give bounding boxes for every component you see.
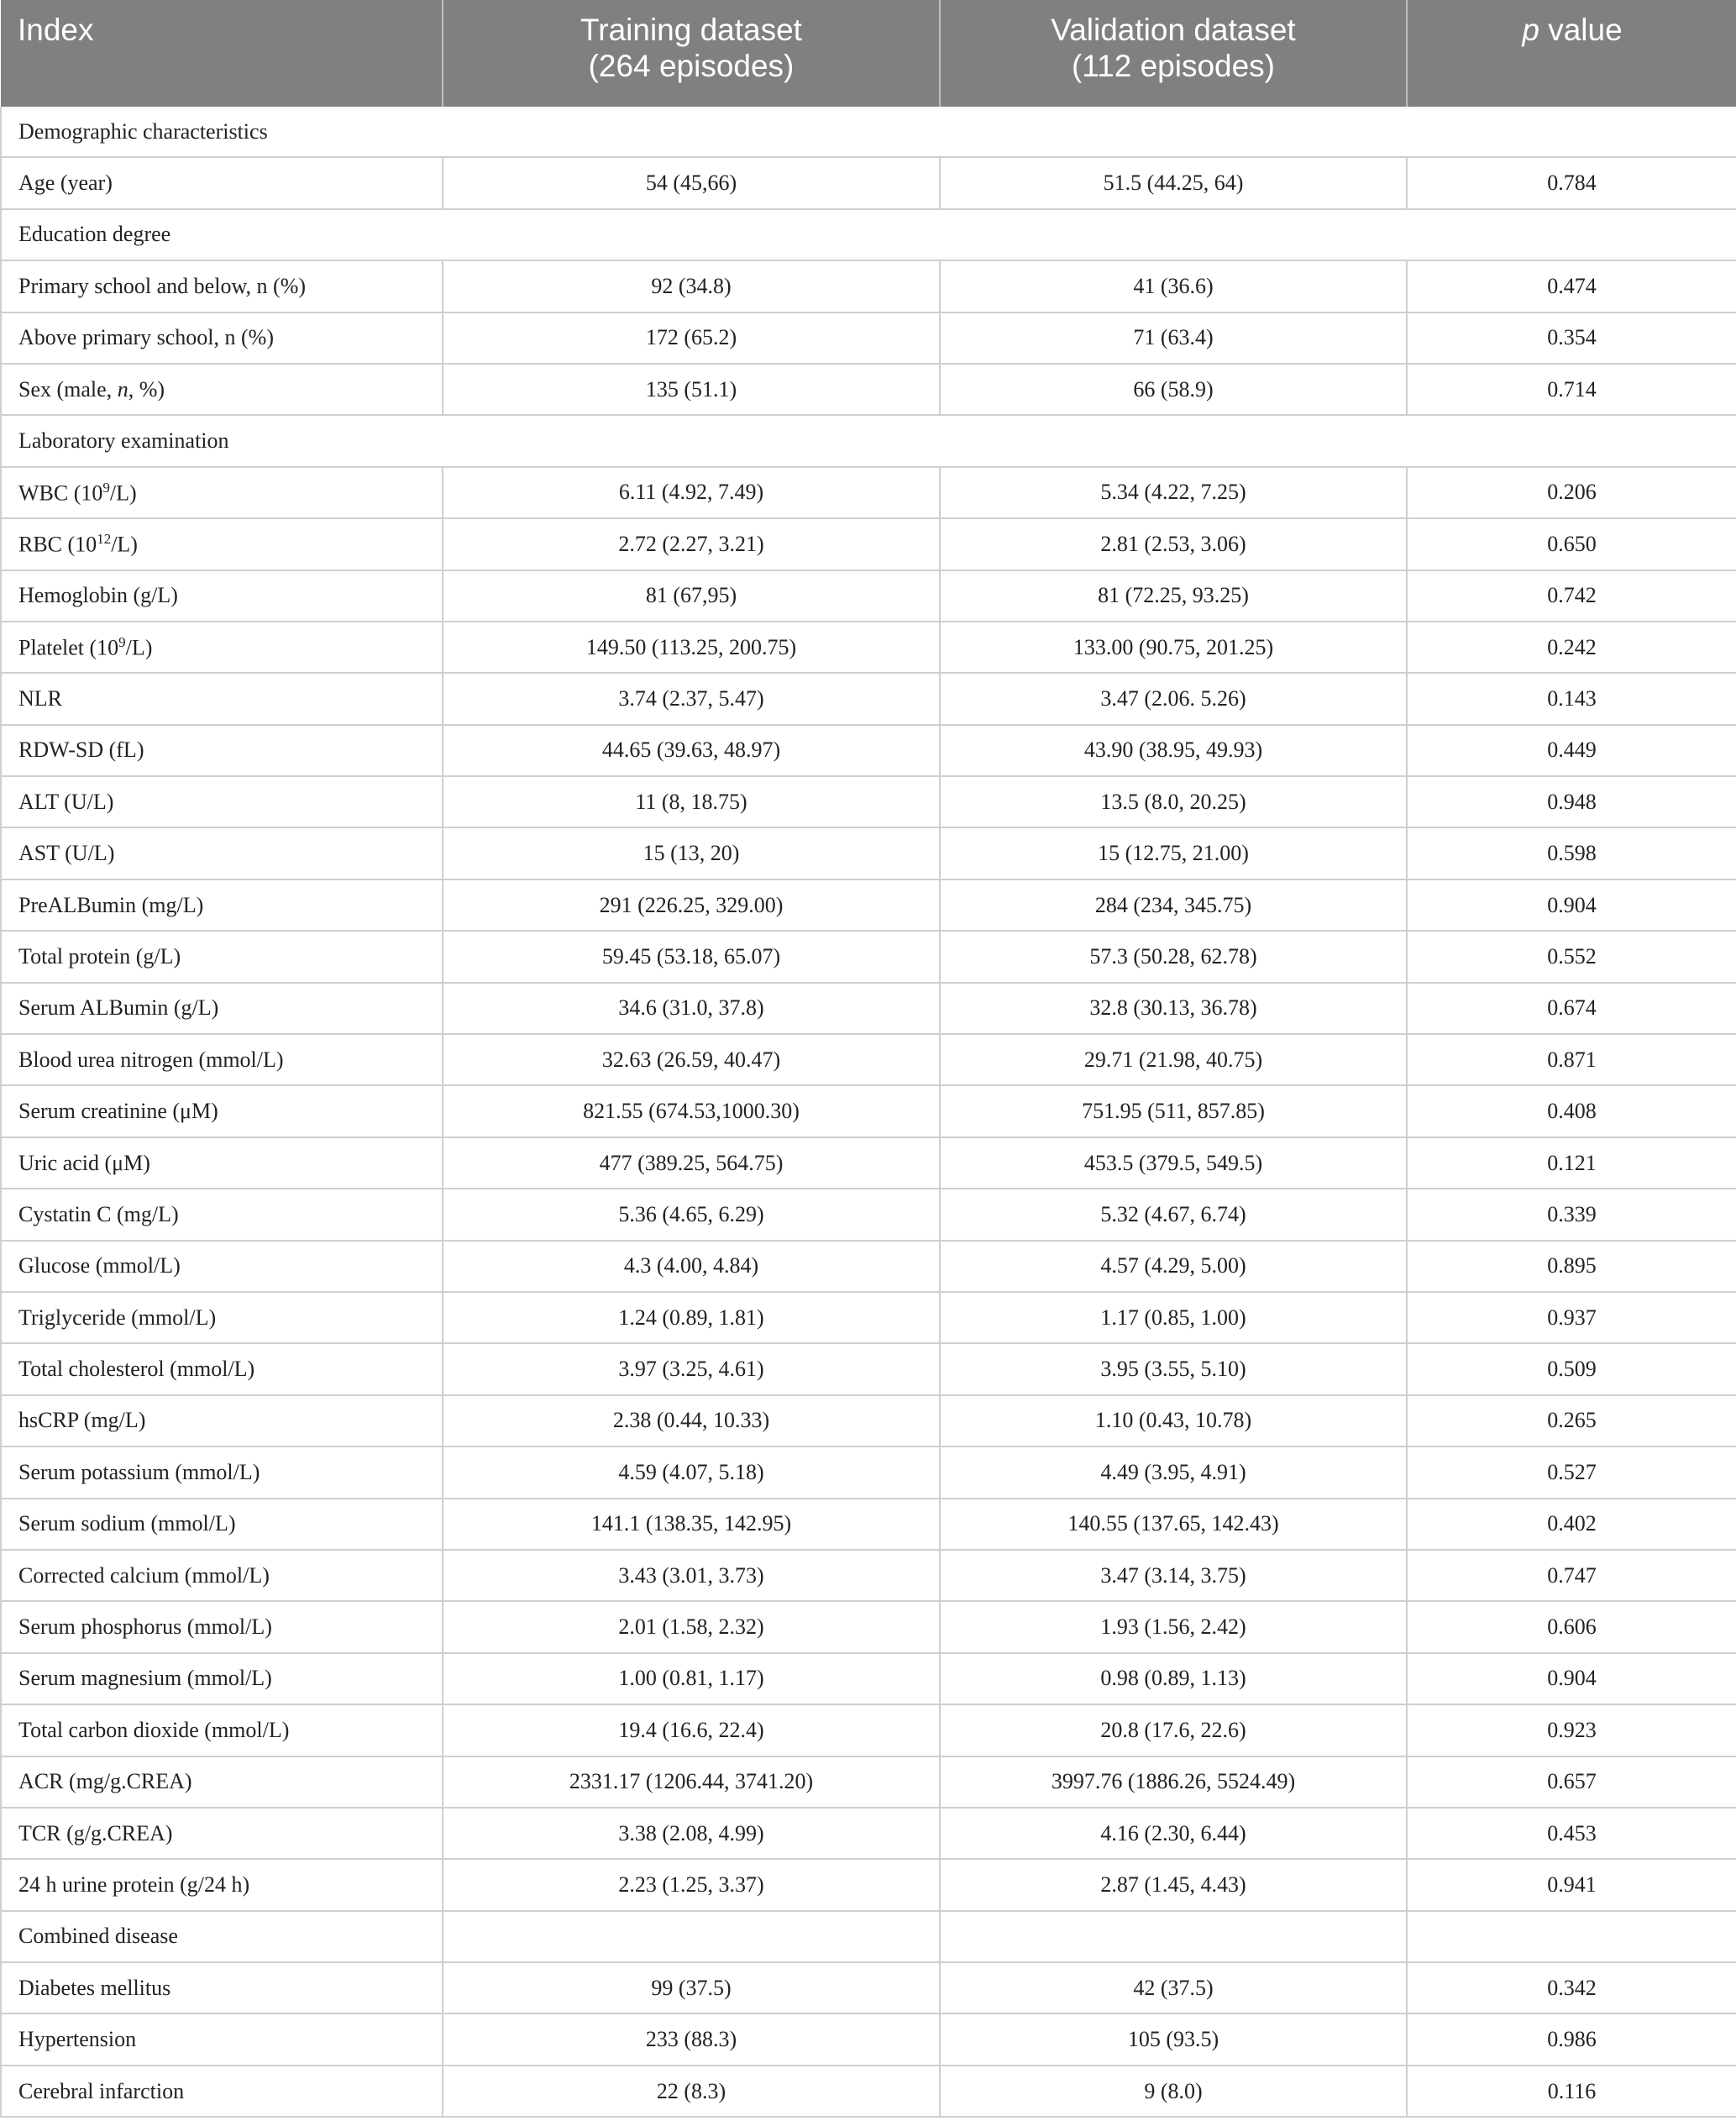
section-label: Combined disease [1, 1911, 443, 1962]
training-value: 821.55 (674.53,1000.30) [443, 1085, 940, 1137]
validation-value: 81 (72.25, 93.25) [940, 570, 1407, 622]
training-value: 3.43 (3.01, 3.73) [443, 1550, 940, 1601]
validation-value: 751.95 (511, 857.85) [940, 1085, 1407, 1137]
training-value: 4.3 (4.00, 4.84) [443, 1241, 940, 1292]
p-value: 0.871 [1407, 1034, 1736, 1085]
row-label: Serum sodium (mmol/L) [1, 1499, 443, 1550]
row-label: Serum ALBumin (g/L) [1, 983, 443, 1034]
validation-value: 57.3 (50.28, 62.78) [940, 931, 1407, 982]
training-value: 2.38 (0.44, 10.33) [443, 1395, 940, 1446]
row-label: Blood urea nitrogen (mmol/L) [1, 1034, 443, 1085]
training-value: 44.65 (39.63, 48.97) [443, 725, 940, 776]
training-value: 54 (45,66) [443, 157, 940, 208]
training-value: 11 (8, 18.75) [443, 776, 940, 827]
validation-value: 51.5 (44.25, 64) [940, 157, 1407, 208]
header-validation-line1: Validation dataset [1051, 13, 1296, 47]
section-label: Laboratory examination [1, 415, 1736, 466]
row-label-unit: /L) [111, 532, 138, 557]
p-value: 0.453 [1407, 1808, 1736, 1859]
section-row [1, 209, 1736, 260]
row-label-exponent: 9 [102, 479, 110, 496]
row-label-text: WBC (10 [18, 480, 103, 506]
row-label-text: RBC (10 [18, 532, 97, 557]
row-label: Age (year) [1, 157, 443, 208]
header-training [443, 0, 940, 107]
table-row [1, 1653, 1736, 1704]
table-row [1, 1189, 1736, 1240]
validation-value: 9 (8.0) [940, 2066, 1407, 2117]
training-value: 99 (37.5) [443, 1962, 940, 2013]
training-value: 172 (65.2) [443, 312, 940, 364]
validation-value: 3.95 (3.55, 5.10) [940, 1343, 1407, 1394]
row-label: 24 h urine protein (g/24 h) [1, 1859, 443, 1910]
section-label: Education degree [1, 209, 1736, 260]
table-row [1, 2013, 1736, 2065]
table-row [1, 518, 1736, 570]
p-value: 0.948 [1407, 776, 1736, 827]
validation-value: 66 (58.9) [940, 364, 1407, 415]
p-value: 0.242 [1407, 622, 1736, 673]
p-value: 0.339 [1407, 1189, 1736, 1240]
table-row [1, 1085, 1736, 1137]
row-label: Total cholesterol (mmol/L) [1, 1343, 443, 1394]
row-label: ACR (mg/g.CREA) [1, 1756, 443, 1808]
validation-value: 3.47 (3.14, 3.75) [940, 1550, 1407, 1601]
p-value: 0.937 [1407, 1292, 1736, 1343]
row-label: ALT (U/L) [1, 776, 443, 827]
validation-value: 140.55 (137.65, 142.43) [940, 1499, 1407, 1550]
validation-value: 32.8 (30.13, 36.78) [940, 983, 1407, 1034]
validation-value: 1.17 (0.85, 1.00) [940, 1292, 1407, 1343]
table-row [1, 879, 1736, 931]
p-value: 0.904 [1407, 879, 1736, 931]
table-row [1, 1137, 1736, 1189]
header-validation-line2: (112 episodes) [1071, 49, 1276, 83]
row-label: Serum potassium (mmol/L) [1, 1446, 443, 1498]
training-value: 141.1 (138.35, 142.95) [443, 1499, 940, 1550]
p-value: 0.895 [1407, 1241, 1736, 1292]
training-value: 149.50 (113.25, 200.75) [443, 622, 940, 673]
validation-value: 20.8 (17.6, 22.6) [940, 1704, 1407, 1756]
header-validation [940, 0, 1407, 107]
training-value: 477 (389.25, 564.75) [443, 1137, 940, 1189]
section-row [1, 107, 1736, 157]
validation-value: 29.71 (21.98, 40.75) [940, 1034, 1407, 1085]
p-value: 0.552 [1407, 931, 1736, 982]
row-label: Above primary school, n (%) [1, 312, 443, 364]
validation-value: 3.47 (2.06. 5.26) [940, 673, 1407, 724]
validation-value: 453.5 (379.5, 549.5) [940, 1137, 1407, 1189]
header-index: Index [1, 0, 443, 107]
validation-value: 41 (36.6) [940, 260, 1407, 312]
p-value: 0.784 [1407, 157, 1736, 208]
row-label-unit: /L) [109, 480, 137, 506]
row-label-text: Platelet (10 [18, 635, 119, 660]
validation-value: 0.98 (0.89, 1.13) [940, 1653, 1407, 1704]
validation-value: 284 (234, 345.75) [940, 879, 1407, 931]
row-label: Sex (male, n, %) [1, 364, 443, 415]
table-row [1, 1859, 1736, 1910]
p-value: 0.747 [1407, 1550, 1736, 1601]
row-label-unit: /L) [125, 635, 153, 660]
table-body [1, 107, 1736, 2117]
training-value: 15 (13, 20) [443, 827, 940, 879]
table-row [1, 1241, 1736, 1292]
validation-value: 105 (93.5) [940, 2013, 1407, 2065]
row-label-exponent: 12 [97, 530, 112, 547]
table-row [1, 1395, 1736, 1446]
p-value: 0.265 [1407, 1395, 1736, 1446]
row-label: Serum magnesium (mmol/L) [1, 1653, 443, 1704]
table-row [1, 1962, 1736, 2013]
table-row [1, 673, 1736, 724]
table-row [1, 1499, 1736, 1550]
validation-value: 4.49 (3.95, 4.91) [940, 1446, 1407, 1498]
row-label [1, 467, 443, 518]
table-row [1, 725, 1736, 776]
table-row [1, 1601, 1736, 1652]
p-value: 0.402 [1407, 1499, 1736, 1550]
p-value: 0.904 [1407, 1653, 1736, 1704]
training-value: 2331.17 (1206.44, 3741.20) [443, 1756, 940, 1808]
table-row [1, 622, 1736, 673]
p-value: 0.354 [1407, 312, 1736, 364]
training-value: 1.24 (0.89, 1.81) [443, 1292, 940, 1343]
validation-value: 2.81 (2.53, 3.06) [940, 518, 1407, 570]
table-row [1, 776, 1736, 827]
row-label: AST (U/L) [1, 827, 443, 879]
p-value: 0.342 [1407, 1962, 1736, 2013]
validation-value: 2.87 (1.45, 4.43) [940, 1859, 1407, 1910]
header-p-italic: p [1522, 13, 1539, 47]
p-value: 0.923 [1407, 1704, 1736, 1756]
p-value: 0.598 [1407, 827, 1736, 879]
training-value: 32.63 (26.59, 40.47) [443, 1034, 940, 1085]
section-row [1, 415, 1736, 466]
table-row [1, 983, 1736, 1034]
training-value: 291 (226.25, 329.00) [443, 879, 940, 931]
training-value: 6.11 (4.92, 7.49) [443, 467, 940, 518]
row-label: hsCRP (mg/L) [1, 1395, 443, 1446]
header-training-line1: Training dataset [580, 13, 802, 47]
p-value: 0.714 [1407, 364, 1736, 415]
table-row [1, 157, 1736, 208]
validation-value: 15 (12.75, 21.00) [940, 827, 1407, 879]
training-value: 135 (51.1) [443, 364, 940, 415]
row-label: PreALBumin (mg/L) [1, 879, 443, 931]
row-label: Cerebral infarction [1, 2066, 443, 2117]
validation-value: 1.93 (1.56, 2.42) [940, 1601, 1407, 1652]
p-value: 0.509 [1407, 1343, 1736, 1394]
training-value: 1.00 (0.81, 1.17) [443, 1653, 940, 1704]
training-value: 81 (67,95) [443, 570, 940, 622]
table-row [1, 260, 1736, 312]
header-p-rest: value [1539, 13, 1623, 47]
training-value: 3.74 (2.37, 5.47) [443, 673, 940, 724]
header-p-value [1407, 0, 1736, 107]
p-value: 0.116 [1407, 2066, 1736, 2117]
row-label [1, 622, 443, 673]
training-value: 59.45 (53.18, 65.07) [443, 931, 940, 982]
training-value: 3.38 (2.08, 4.99) [443, 1808, 940, 1859]
row-label: RDW-SD (fL) [1, 725, 443, 776]
header-training-line2: (264 episodes) [588, 49, 795, 83]
training-value: 2.23 (1.25, 3.37) [443, 1859, 940, 1910]
table-row [1, 2066, 1736, 2117]
training-value: 92 (34.8) [443, 260, 940, 312]
validation-value: 3997.76 (1886.26, 5524.49) [940, 1756, 1407, 1808]
training-value: 2.01 (1.58, 2.32) [443, 1601, 940, 1652]
row-label: Serum phosphorus (mmol/L) [1, 1601, 443, 1652]
empty-cell [940, 1911, 1407, 1962]
row-label: Cystatin C (mg/L) [1, 1189, 443, 1240]
row-label: Primary school and below, n (%) [1, 260, 443, 312]
row-label: Total carbon dioxide (mmol/L) [1, 1704, 443, 1756]
validation-value: 13.5 (8.0, 20.25) [940, 776, 1407, 827]
table-row [1, 1808, 1736, 1859]
table-row [1, 467, 1736, 518]
p-value: 0.527 [1407, 1446, 1736, 1498]
row-label: Diabetes mellitus [1, 1962, 443, 2013]
validation-value: 43.90 (38.95, 49.93) [940, 725, 1407, 776]
row-label: Total protein (g/L) [1, 931, 443, 982]
row-label: TCR (g/g.CREA) [1, 1808, 443, 1859]
training-value: 5.36 (4.65, 6.29) [443, 1189, 940, 1240]
row-label [1, 518, 443, 570]
p-value: 0.143 [1407, 673, 1736, 724]
table-header-row [1, 0, 1736, 107]
training-value: 2.72 (2.27, 3.21) [443, 518, 940, 570]
training-value: 233 (88.3) [443, 2013, 940, 2065]
table-row [1, 570, 1736, 622]
p-value: 0.474 [1407, 260, 1736, 312]
table-row [1, 1034, 1736, 1085]
table-row [1, 1550, 1736, 1601]
row-label: NLR [1, 673, 443, 724]
row-label: Corrected calcium (mmol/L) [1, 1550, 443, 1601]
p-value: 0.449 [1407, 725, 1736, 776]
p-value: 0.674 [1407, 983, 1736, 1034]
table-row [1, 1446, 1736, 1498]
training-value: 19.4 (16.6, 22.4) [443, 1704, 940, 1756]
table-row [1, 931, 1736, 982]
validation-value: 5.34 (4.22, 7.25) [940, 467, 1407, 518]
table-row [1, 1343, 1736, 1394]
p-value: 0.986 [1407, 2013, 1736, 2065]
training-value: 3.97 (3.25, 4.61) [443, 1343, 940, 1394]
p-value: 0.742 [1407, 570, 1736, 622]
table-row [1, 364, 1736, 415]
training-value: 4.59 (4.07, 5.18) [443, 1446, 940, 1498]
row-label: Hemoglobin (g/L) [1, 570, 443, 622]
section-row [1, 1911, 1736, 1962]
training-value: 22 (8.3) [443, 2066, 940, 2117]
p-value: 0.606 [1407, 1601, 1736, 1652]
p-value: 0.657 [1407, 1756, 1736, 1808]
row-label: Uric acid (μM) [1, 1137, 443, 1189]
row-label: Triglyceride (mmol/L) [1, 1292, 443, 1343]
row-label-exponent: 9 [118, 633, 126, 650]
validation-value: 1.10 (0.43, 10.78) [940, 1395, 1407, 1446]
p-value: 0.941 [1407, 1859, 1736, 1910]
training-value: 34.6 (31.0, 37.8) [443, 983, 940, 1034]
empty-cell [1407, 1911, 1736, 1962]
table-row [1, 1292, 1736, 1343]
validation-value: 5.32 (4.67, 6.74) [940, 1189, 1407, 1240]
row-label: Glucose (mmol/L) [1, 1241, 443, 1292]
table-row [1, 1756, 1736, 1808]
validation-value: 4.57 (4.29, 5.00) [940, 1241, 1407, 1292]
validation-value: 133.00 (90.75, 201.25) [940, 622, 1407, 673]
row-label: Hypertension [1, 2013, 443, 2065]
row-label: Serum creatinine (μM) [1, 1085, 443, 1137]
section-label: Demographic characteristics [1, 107, 1736, 157]
p-value: 0.121 [1407, 1137, 1736, 1189]
empty-cell [443, 1911, 940, 1962]
p-value: 0.650 [1407, 518, 1736, 570]
table-row [1, 312, 1736, 364]
validation-value: 71 (63.4) [940, 312, 1407, 364]
table-row [1, 827, 1736, 879]
table-row [1, 1704, 1736, 1756]
p-value: 0.408 [1407, 1085, 1736, 1137]
validation-value: 4.16 (2.30, 6.44) [940, 1808, 1407, 1859]
validation-value: 42 (37.5) [940, 1962, 1407, 2013]
p-value: 0.206 [1407, 467, 1736, 518]
